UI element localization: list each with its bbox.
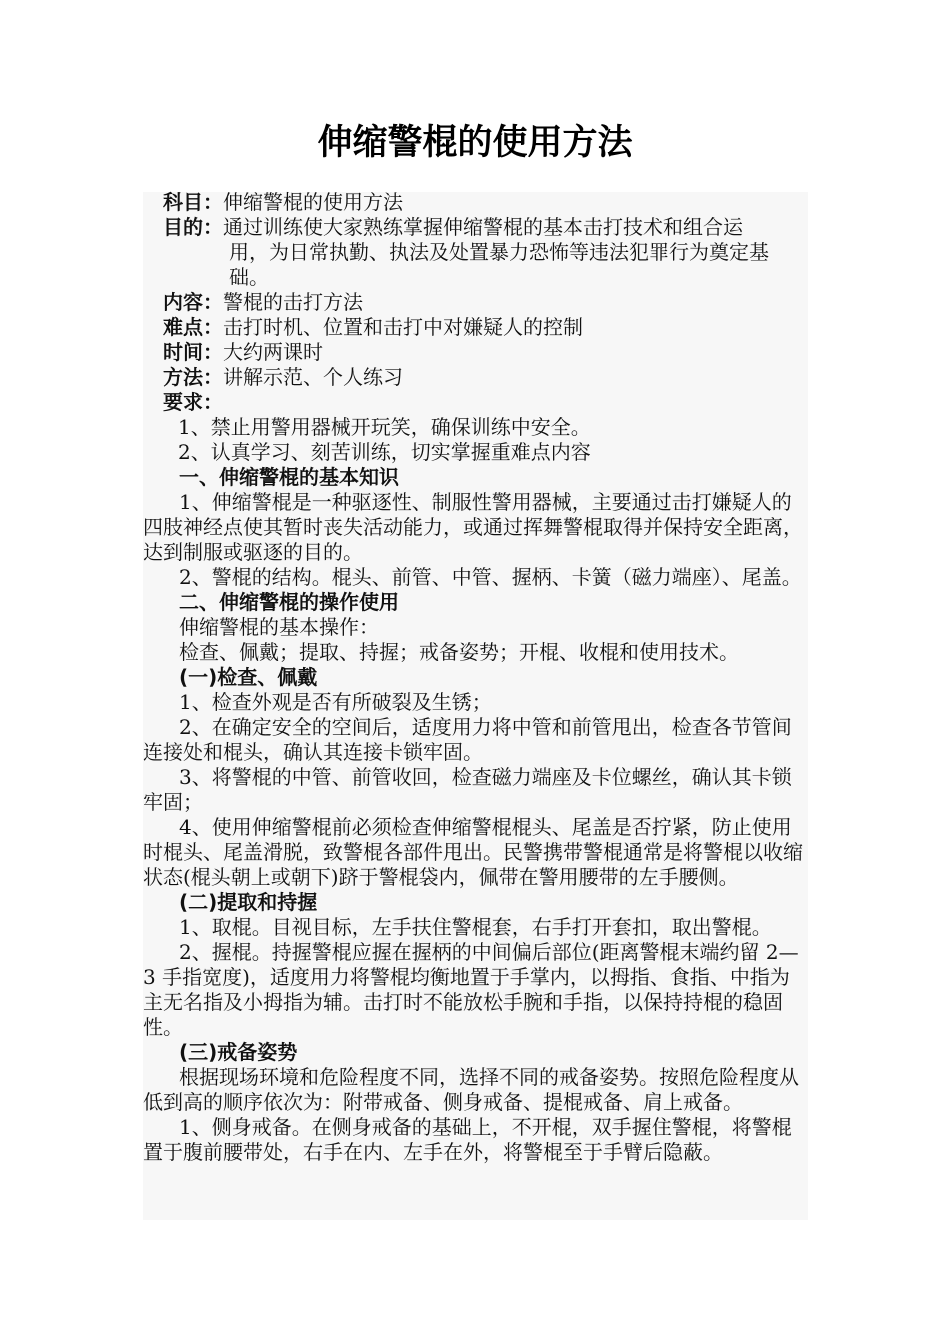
subject-line [143,190,808,215]
paragraph: 根据现场环境和危险程度不同，选择不同的戒备姿势。按照危险程度从低到高的顺序依次为：附带戒备、侧身戒备、提棍戒备、肩上戒备。 [143,1065,799,1114]
subsection-heading: (二)提取和持握 [179,890,318,914]
subject-label: 科目： [163,190,223,214]
paragraph: 1、伸缩警棍是一种驱逐性、制服性警用器械，主要通过击打嫌疑人的四肢神经点使其暂时丧失活动能力，或通过挥舞警棍取得并保持安全距离，达到制服或驱逐的目的。 [143,490,803,564]
paragraph: 2、握棍。持握警棍应握在握柄的中间偏后部位(距离警棍末端约留 2—3 手指宽度)，适度用力将警棍均衡地置于手掌内，以拇指、食指、中指为主无名指及小拇指为辅。击打时不能放松手腕和手指，以保持持棍的稳固性。 [143,940,799,1039]
paragraph: 1、检查外观是否有所破裂及生锈； [179,690,492,714]
requirement-item: 2、认真学习、刻苦训练，切实掌握重难点内容 [178,440,591,464]
paragraph: 1、取棍。目视目标，左手扶住警棍套，右手打开套扣，取出警棍。 [179,915,772,939]
purpose-line3: 础。 [229,265,269,289]
purpose-line2: 用，为日常执勤、执法及处置暴力恐怖等违法犯罪行为奠定基 [229,240,769,264]
content-label: 内容： [163,290,223,314]
time-label: 时间： [163,340,223,364]
time-value: 大约两课时 [223,340,323,364]
paragraph: 3、将警棍的中管、前管收回，检查磁力端座及卡位螺丝，确认其卡锁牢固； [143,765,792,814]
purpose-line1: 通过训练使大家熟练掌握伸缩警棍的基本击打技术和组合运 [223,215,743,239]
subsection-heading: (一)检查、佩戴 [179,665,318,689]
paragraph: 1、侧身戒备。在侧身戒备的基础上，不开棍，双手握住警棍，将警棍置于腹前腰带处，右手在内、左手在外，将警棍至于手臂后隐蔽。 [143,1115,792,1164]
section-heading: 二、伸缩警棍的操作使用 [179,590,399,614]
paragraph: 检查、佩戴；提取、持握；戒备姿势；开棍、收棍和使用技术。 [179,640,739,664]
difficulty-line [143,315,808,340]
content-line [143,290,808,315]
time-line [143,340,808,365]
purpose-label: 目的： [163,215,223,239]
paragraph: 2、警棍的结构。棍头、前管、中管、握柄、卡簧（磁力端座）、尾盖。 [179,565,802,589]
subject-value: 伸缩警棍的使用方法 [223,190,403,214]
method-label: 方法： [163,365,223,389]
difficulty-label: 难点： [163,315,223,339]
document-body [143,190,808,1165]
subsection-heading: (三)戒备姿势 [179,1040,298,1064]
method-line [143,365,808,390]
requirement-line [143,390,808,415]
requirement-item: 1、禁止用警用器械开玩笑，确保训练中安全。 [178,415,591,439]
page-title: 伸缩警棍的使用方法 [317,122,633,163]
difficulty-value: 击打时机、位置和击打中对嫌疑人的控制 [223,315,583,339]
purpose-line [143,215,808,290]
section-heading: 一、伸缩警棍的基本知识 [179,465,399,489]
paragraph: 4、使用伸缩警棍前必须检查伸缩警棍棍头、尾盖是否拧紧，防止使用时棍头、尾盖滑脱，致警棍各部件甩出。民警携带警棍通常是将警棍以收缩状态(棍头朝上或朝下)跻于警棍袋内，佩带在警用腰带的左手腰侧。 [143,815,803,889]
paragraph: 2、在确定安全的空间后，适度用力将中管和前管甩出，检查各节管间连接处和棍头，确认其连接卡锁牢固。 [143,715,792,764]
content-value: 警棍的击打方法 [223,290,363,314]
requirement-label: 要求： [163,390,223,414]
paragraph: 伸缩警棍的基本操作： [179,615,379,639]
method-value: 讲解示范、个人练习 [223,365,403,389]
